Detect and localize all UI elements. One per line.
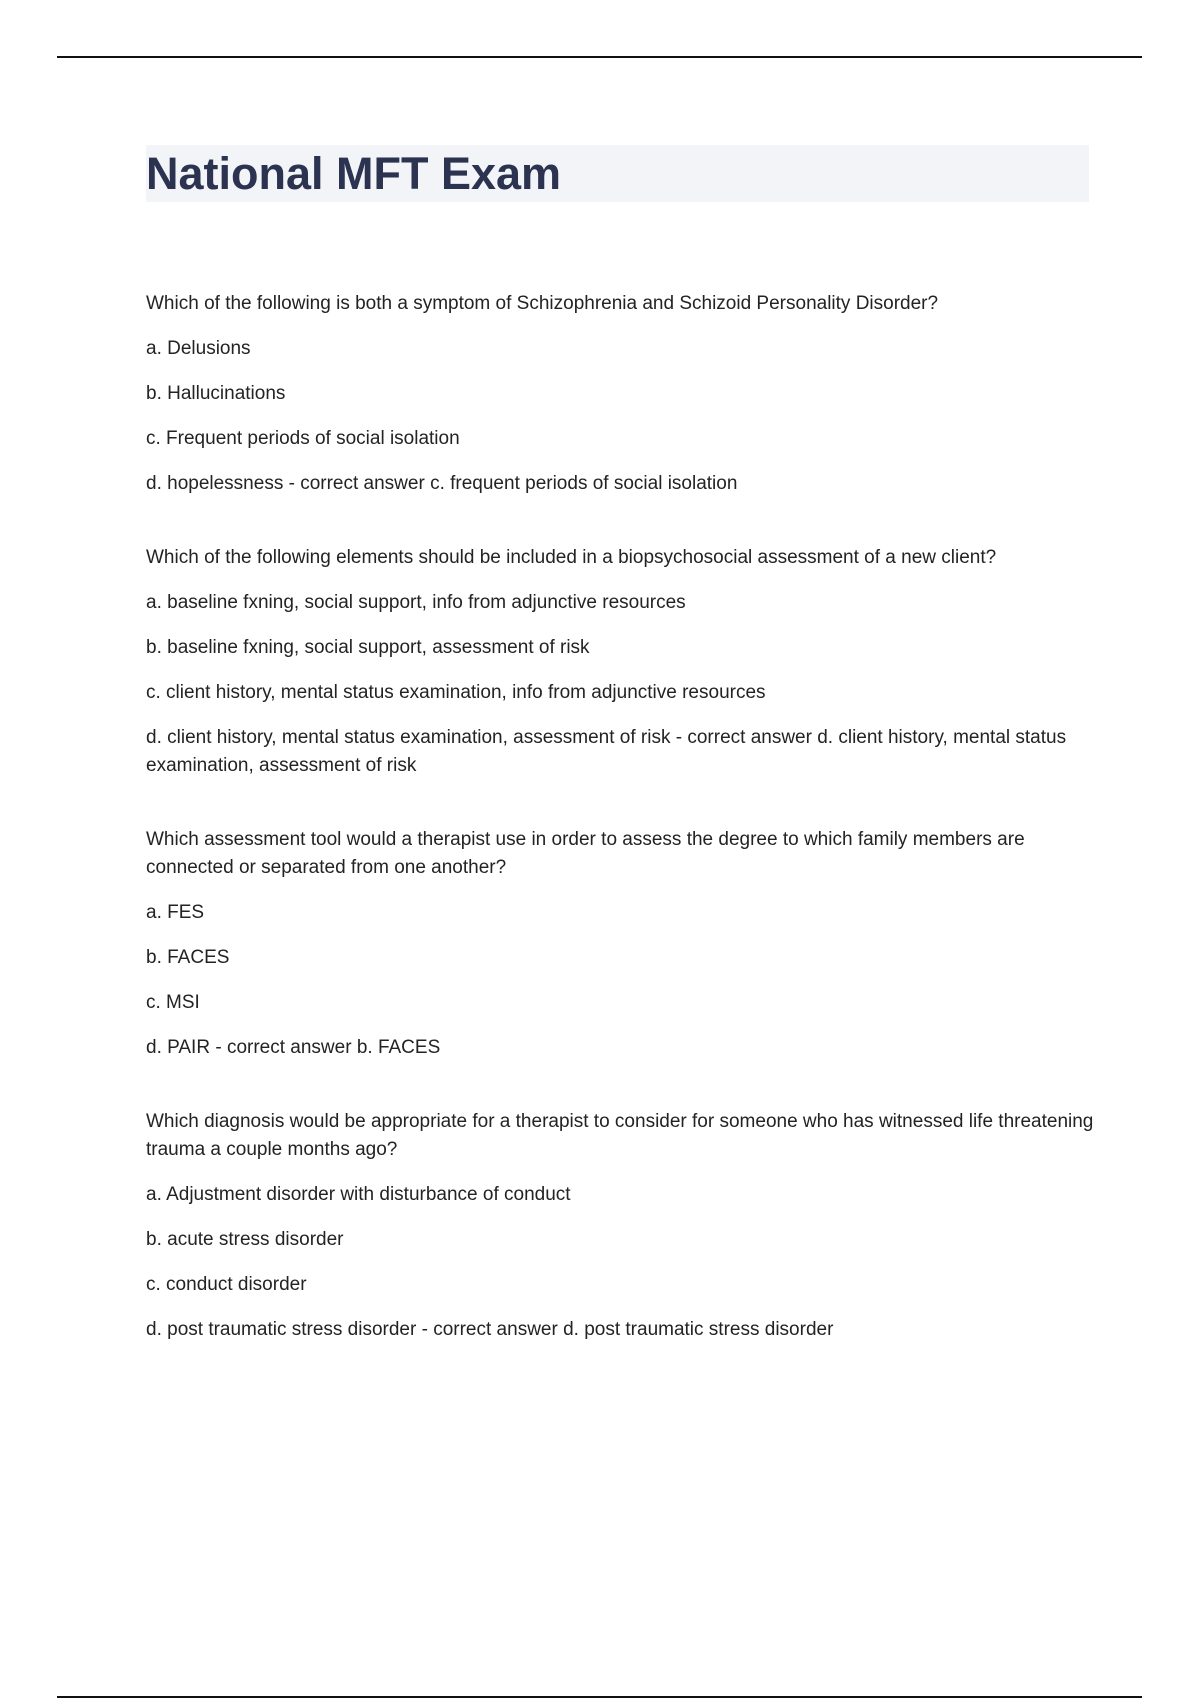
answer-option-b: b. Hallucinations xyxy=(146,383,286,404)
question-prompt: Which assessment tool would a therapist use in order to assess the degree to which family members are connected or separated from one another? xyxy=(146,829,1025,878)
question-4 xyxy=(146,1108,1096,1344)
top-rule xyxy=(57,56,1142,58)
page-title: National MFT Exam xyxy=(146,148,562,199)
answer-option-b: b. FACES xyxy=(146,947,230,968)
question-prompt: Which of the following elements should be included in a biopsychosocial assessment of a new client? xyxy=(146,547,997,568)
answer-option-c: c. client history, mental status examination, info from adjunctive resources xyxy=(146,682,766,703)
answer-option-d: d. PAIR - correct answer b. FACES xyxy=(146,1037,441,1058)
answer-option-d: d. hopelessness - correct answer c. frequent periods of social isolation xyxy=(146,473,738,494)
question-prompt: Which diagnosis would be appropriate for a therapist to consider for someone who has witnessed life threatening trauma a couple months ago? xyxy=(146,1111,1094,1160)
answer-option-c: c. Frequent periods of social isolation xyxy=(146,428,460,449)
answer-option-b: b. baseline fxning, social support, assessment of risk xyxy=(146,637,590,658)
question-2 xyxy=(146,544,1096,780)
answer-option-c: c. conduct disorder xyxy=(146,1274,307,1295)
answer-option-a: a. Adjustment disorder with disturbance of conduct xyxy=(146,1184,571,1205)
answer-option-d: d. client history, mental status examination, assessment of risk - correct answer d. client history, mental status examination, assessment of risk xyxy=(146,727,1067,776)
question-1 xyxy=(146,290,1096,498)
answer-option-c: c. MSI xyxy=(146,992,200,1013)
question-list xyxy=(146,290,1096,1390)
answer-option-a: a. FES xyxy=(146,902,205,923)
bottom-rule xyxy=(57,1696,1142,1698)
question-prompt: Which of the following is both a symptom of Schizophrenia and Schizoid Personality Disorder? xyxy=(146,293,939,314)
answer-option-a: a. Delusions xyxy=(146,338,251,359)
answer-option-d: d. post traumatic stress disorder - correct answer d. post traumatic stress disorder xyxy=(146,1319,834,1340)
answer-option-b: b. acute stress disorder xyxy=(146,1229,344,1250)
question-3 xyxy=(146,826,1096,1062)
answer-option-a: a. baseline fxning, social support, info from adjunctive resources xyxy=(146,592,686,613)
